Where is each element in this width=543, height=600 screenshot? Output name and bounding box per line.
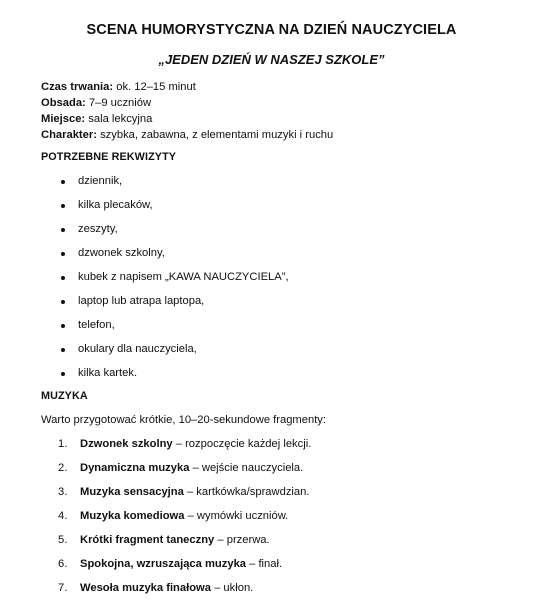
list-number: 6.	[58, 558, 68, 570]
document-title: SCENA HUMORYSTYCZNA NA DZIEŃ NAUCZYCIELA	[86, 22, 457, 38]
meta-cast	[41, 96, 151, 110]
meta-duration-value: ok. 12–15 minut	[113, 81, 196, 93]
list-item-text: dzwonek szkolny,	[78, 247, 165, 259]
list-item	[78, 247, 165, 259]
meta-duration-label: Czas trwania:	[41, 81, 114, 93]
list-number: 4.	[58, 510, 68, 522]
list-item	[78, 223, 118, 235]
bullet-icon	[61, 324, 65, 328]
music-heading: MUZYKA	[41, 390, 88, 402]
list-item	[58, 558, 283, 570]
meta-cast-label: Obsada:	[41, 97, 86, 109]
list-item-text: – rozpoczęcie każdej lekcji.	[172, 438, 312, 450]
list-item	[78, 175, 122, 187]
list-item-text: – przerwa.	[214, 534, 270, 546]
bullet-icon	[61, 276, 65, 280]
bullet-icon	[61, 300, 65, 304]
list-item	[78, 295, 204, 307]
list-item-title: Dzwonek szkolny	[80, 438, 173, 450]
list-item	[58, 534, 270, 546]
bullet-icon	[61, 180, 65, 184]
meta-place-value: sala lekcyjna	[85, 113, 153, 125]
list-item-text: kilka kartek.	[78, 367, 138, 379]
list-item-title: Spokojna, wzruszająca muzyka	[80, 558, 247, 570]
list-item-title: Krótki fragment taneczny	[80, 534, 215, 546]
list-number: 7.	[58, 582, 68, 594]
list-item	[58, 582, 254, 594]
bullet-icon	[61, 372, 65, 376]
list-item-text: telefon,	[78, 319, 115, 331]
meta-place-label: Miejsce:	[41, 113, 86, 125]
list-item	[58, 438, 312, 450]
bullet-icon	[61, 204, 65, 208]
list-item-text: – finał.	[246, 558, 283, 570]
list-item	[78, 319, 115, 331]
props-heading: POTRZEBNE REKWIZYTY	[41, 151, 177, 163]
list-item	[58, 510, 289, 522]
list-item-text: dziennik,	[78, 175, 123, 187]
list-item-text: kubek z napisem „KAWA NAUCZYCIELA”,	[78, 271, 289, 283]
meta-character-label: Charakter:	[41, 129, 97, 141]
meta-place	[41, 112, 152, 126]
list-item-text: – wymówki uczniów.	[184, 510, 289, 522]
list-item-text: kilka plecaków,	[78, 199, 153, 211]
music-intro: Warto przygotować krótkie, 10–20-sekundowe fragmenty:	[41, 414, 327, 426]
bullet-icon	[61, 252, 65, 256]
list-item	[58, 486, 310, 498]
list-item	[78, 199, 153, 211]
list-item	[78, 343, 197, 355]
list-number: 2.	[58, 462, 68, 474]
list-item	[78, 367, 137, 379]
list-item-title: Muzyka komediowa	[80, 510, 185, 522]
bullet-icon	[61, 348, 65, 352]
bullet-icon	[61, 228, 65, 232]
meta-duration	[41, 80, 196, 94]
list-item-text: laptop lub atrapa laptopa,	[78, 295, 205, 307]
list-item-text: zeszyty,	[78, 223, 118, 235]
list-item-text: – wejście nauczyciela.	[189, 462, 304, 474]
list-item-text: okulary dla nauczyciela,	[78, 343, 197, 355]
meta-character-value: szybka, zabawna, z elementami muzyki i ruchu	[96, 129, 334, 141]
list-item-title: Dynamiczna muzyka	[80, 462, 190, 474]
list-item-text: – kartkówka/sprawdzian.	[183, 486, 310, 498]
list-number: 5.	[58, 534, 68, 546]
list-item	[58, 462, 304, 474]
list-item-text: – ukłon.	[210, 582, 254, 594]
list-number: 1.	[58, 438, 68, 450]
meta-cast-value: 7–9 uczniów	[85, 97, 152, 109]
list-item-title: Muzyka sensacyjna	[80, 486, 184, 498]
meta-character	[41, 128, 333, 142]
document-subtitle: „JEDEN DZIEŃ W NASZEJ SZKOLE”	[158, 52, 385, 67]
list-number: 3.	[58, 486, 68, 498]
list-item	[78, 271, 289, 283]
list-item-title: Wesoła muzyka finałowa	[80, 582, 211, 594]
